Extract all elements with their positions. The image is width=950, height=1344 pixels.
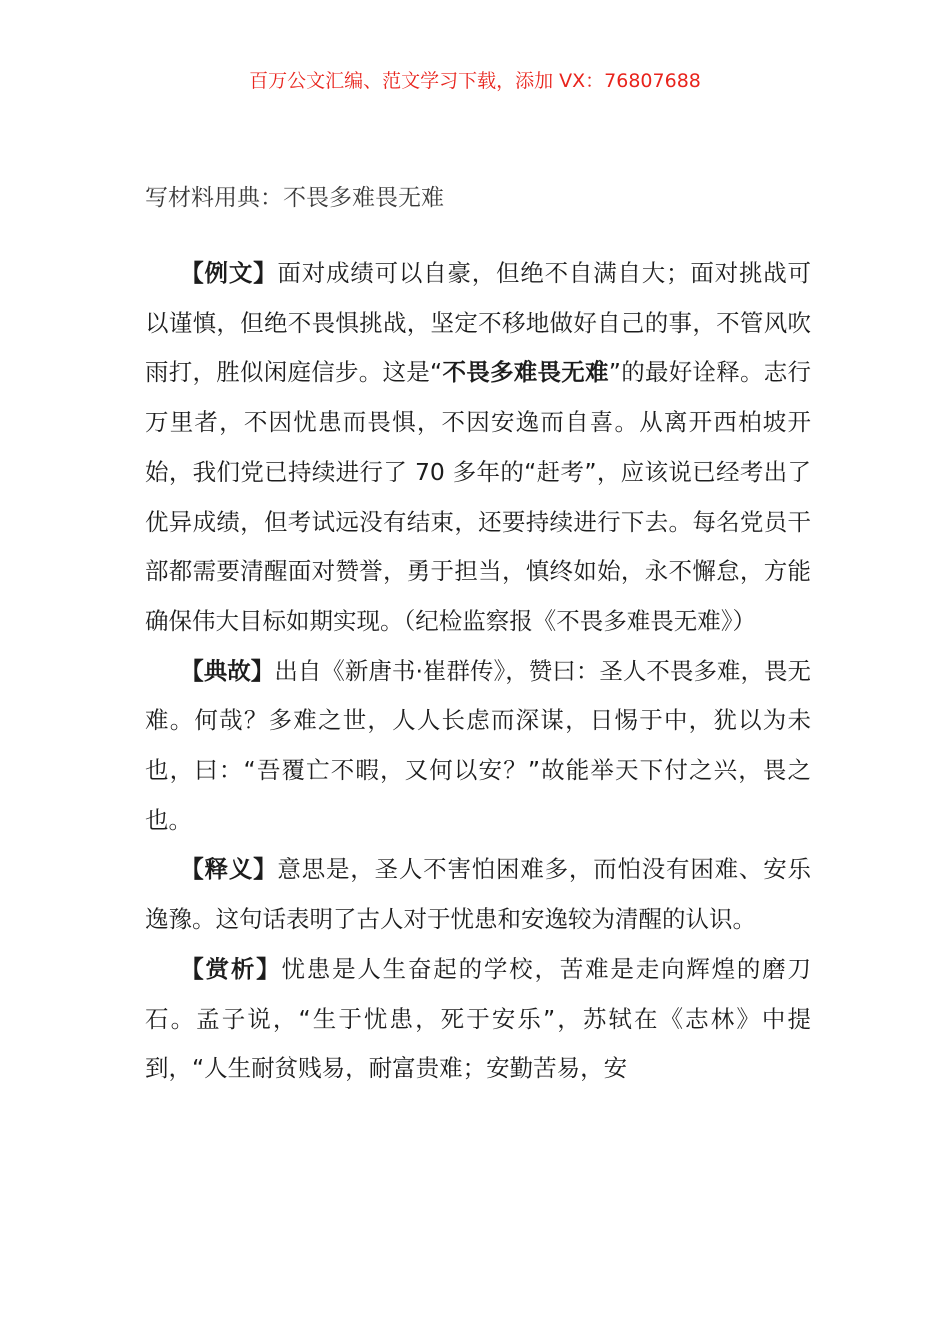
appreciation-text: 忧患是人生奋起的学校，苦难是走向辉煌的磨刀石。孟子说，“生于忧患，死于安乐”，苏轼在《志林》中提到，“人生耐贫贱易，耐富贵难；安勤苦易，安 — [145, 954, 812, 1083]
example-text-after: ”的最好诠释。志行万里者，不因忧患而畏惧，不因安逸而自喜。从离开西柏坡开始，我们党已持续进行了 70 多年的“赶考”，应该说已经考出了优异成绩，但考试远没有结束，还要持续进行下去。每名党员干部都需要清醒面对赞誉，勇于担当，慎终如始，永不懈怠，方能确保伟大目标如期实现。（纪检监察报《不畏多难畏无难》） — [145, 358, 811, 635]
allusion-tag: 【典故】 — [180, 656, 275, 685]
example-tag: 【例文】 — [180, 259, 278, 287]
meaning-text: 意思是，圣人不害怕困难多，而怕没有困难、安乐逸豫。这句话表明了古人对于忧患和安逸较为清醒的认识。 — [145, 855, 812, 934]
document-title: 写材料用典：不畏多难畏无难 — [145, 185, 444, 211]
meaning-paragraph — [145, 845, 811, 944]
meaning-tag: 【释义】 — [180, 855, 278, 884]
appreciation-paragraph — [145, 945, 811, 1094]
header-banner: 百万公文汇编、范文学习下载，添加 VX：76807688 — [249, 70, 701, 92]
document-body — [145, 249, 811, 1094]
example-text-before: 面对成绩可以自豪，但绝不自满自大；面对挑战可以谨慎，但绝不畏惧挑战，坚定不移地做好自己的事，不管风吹雨打，胜似闲庭信步。这是“ — [145, 259, 812, 387]
allusion-text: 出自《新唐书·崔群传》，赞曰：圣人不畏多难，畏无难。何哉？多难之世，人人长虑而深谋，日惕于中，犹以为未也，曰：“吾覆亡不暇，又何以安？”故能举天下付之兴，畏之也。 — [145, 656, 811, 834]
example-paragraph — [145, 249, 811, 647]
example-emphasis: 不畏多难畏无难 — [442, 358, 609, 387]
appreciation-tag: 【赏析】 — [180, 954, 282, 983]
allusion-paragraph — [145, 647, 811, 846]
